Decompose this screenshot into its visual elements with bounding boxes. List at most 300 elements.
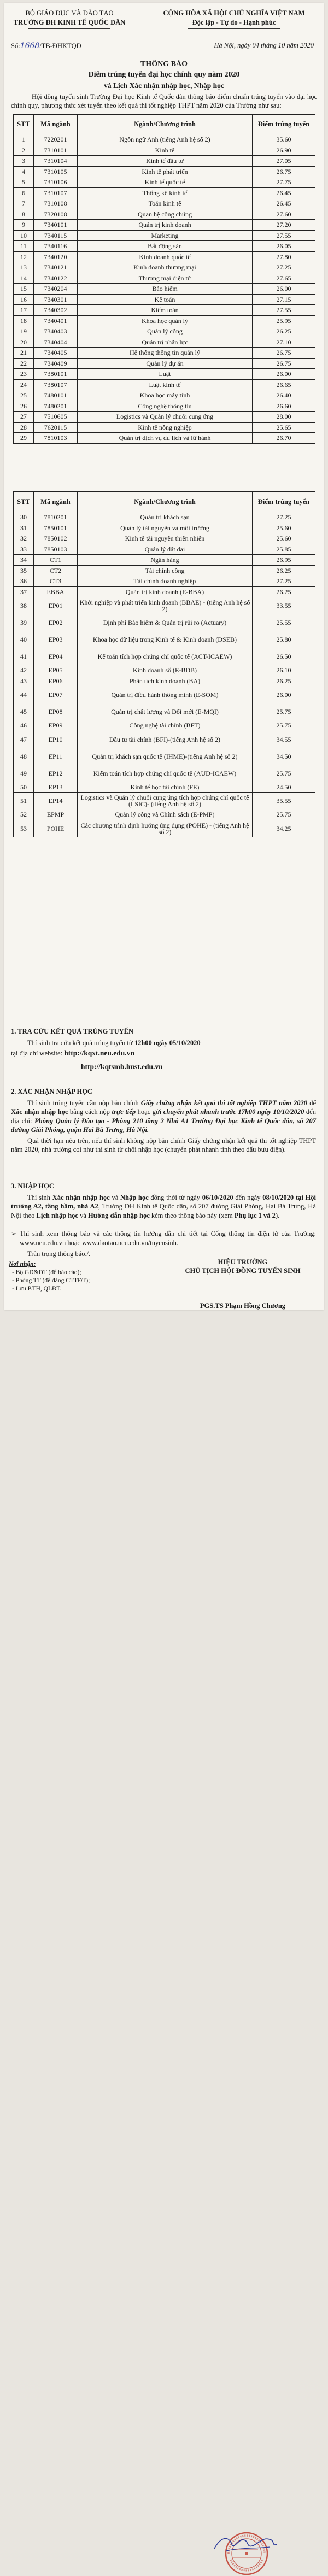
- table-row: [14, 358, 315, 369]
- handwritten-signature-icon: [210, 2532, 281, 2554]
- cell-code: 7810201: [34, 512, 78, 523]
- table-row: [14, 251, 315, 262]
- cell-program: Quản trị khách sạn: [78, 512, 253, 523]
- confirm-address: Phòng Quản lý Đào tạo - Phòng 210 tầng 2 Nhà A1 Trường Đại học Kinh tế Quốc dân, số 207 đường Giải Phóng, quận Hai Bà Trưng, Hà Nội.: [11, 1117, 317, 1134]
- header-program: Ngành/Chương trình: [78, 115, 253, 134]
- table-row: [14, 720, 315, 731]
- cell-score: 25.85: [253, 544, 315, 555]
- signature-block: [172, 1258, 314, 1275]
- cell-stt: 53: [14, 820, 34, 837]
- cell-score: 34.50: [253, 748, 315, 765]
- cell-stt: 26: [14, 401, 34, 412]
- cell-stt: 44: [14, 686, 34, 703]
- cell-code: 7340121: [34, 262, 78, 273]
- table-row: [14, 576, 315, 587]
- cell-code: EP11: [34, 748, 78, 765]
- cell-stt: 34: [14, 555, 34, 566]
- confirm-direct: trực tiếp: [112, 1108, 136, 1116]
- table-row: [14, 433, 315, 444]
- cell-score: 26.00: [253, 284, 315, 295]
- bullet-text: Thí sinh xem thông báo và các thông tin hướng dẫn chi tiết tại Cổng thông tin điện tử của Trường: www.neu.edu.vn hoặc www.daotao.neu.edu.vn/tuyensinh.: [20, 1230, 316, 1247]
- cell-code: EP07: [34, 686, 78, 703]
- cell-score: 26.10: [253, 665, 315, 676]
- cell-stt: 18: [14, 315, 34, 326]
- enroll-paragraph: [11, 1193, 316, 1220]
- cell-stt: 48: [14, 748, 34, 765]
- cell-program: Bất động sản: [78, 241, 253, 252]
- cell-program: Kinh tế đầu tư: [78, 156, 253, 167]
- cell-program: Quản trị nhân lực: [78, 337, 253, 348]
- cell-program: Kiểm toán: [78, 305, 253, 316]
- cell-score: 26.50: [253, 648, 315, 665]
- cell-program: Bảo hiểm: [78, 284, 253, 295]
- header-code: Mã ngành: [34, 492, 78, 512]
- cell-stt: 39: [14, 614, 34, 631]
- cell-code: EP05: [34, 665, 78, 676]
- table-row: [14, 748, 315, 765]
- cell-stt: 37: [14, 586, 34, 597]
- cell-code: 7340101: [34, 220, 78, 231]
- table-header-row: [14, 492, 315, 512]
- bullet-paragraph: [11, 1229, 316, 1247]
- cell-program: Quản trị chất lượng và Đổi mới (E-MQI): [78, 703, 253, 720]
- cell-code: 7340409: [34, 358, 78, 369]
- cell-code: EP09: [34, 720, 78, 731]
- enroll-text: và: [78, 1211, 89, 1219]
- enroll-appendix: Phụ lục 1 và 2: [234, 1211, 276, 1219]
- table-row: [14, 284, 315, 295]
- scores-table-1: [13, 114, 315, 444]
- table-row: [14, 230, 315, 241]
- cell-stt: 38: [14, 597, 34, 614]
- recipient-item: - Bộ GD&ĐT (để báo cáo);: [12, 1269, 81, 1276]
- cell-score: 27.10: [253, 337, 315, 348]
- cell-stt: 45: [14, 703, 34, 720]
- table-row: [14, 665, 315, 676]
- cell-score: 34.55: [253, 731, 315, 748]
- cell-score: 33.55: [253, 597, 315, 614]
- cell-program: Toán kinh tế: [78, 198, 253, 209]
- table-row: [14, 586, 315, 597]
- cell-code: POHE: [34, 820, 78, 837]
- cell-stt: 14: [14, 273, 34, 284]
- table-row: [14, 337, 315, 348]
- cell-program: Kinh doanh quốc tế: [78, 251, 253, 262]
- cell-stt: 29: [14, 433, 34, 444]
- confirm-text: Thí sinh trúng tuyển cần nộp: [27, 1099, 112, 1107]
- table-row: [14, 156, 315, 167]
- cell-stt: 13: [14, 262, 34, 273]
- cell-program: Kinh tế quốc tế: [78, 177, 253, 188]
- table-row: [14, 544, 315, 555]
- section-lookup: [11, 1027, 316, 1071]
- republic-name: CỘNG HÒA XÃ HỘI CHỦ NGHĨA VIỆT NAM: [163, 9, 305, 17]
- cell-code: 7310105: [34, 166, 78, 177]
- cell-stt: 28: [14, 422, 34, 433]
- cell-program: Kinh tế tài nguyên thiên nhiên: [78, 533, 253, 544]
- header-score: Điểm trúng tuyển: [253, 115, 315, 134]
- table-row: [14, 379, 315, 390]
- cell-score: 27.05: [253, 156, 315, 167]
- table-row: [14, 565, 315, 576]
- docno-suffix: /TB-ĐHKTQD: [39, 42, 81, 50]
- cell-program: Kinh doanh thương mại: [78, 262, 253, 273]
- link-kqxt[interactable]: http://kqxt.neu.edu.vn: [64, 1049, 134, 1057]
- cell-score: 27.20: [253, 220, 315, 231]
- table-row: [14, 326, 315, 337]
- cell-stt: 27: [14, 412, 34, 423]
- table-row: [14, 369, 315, 380]
- cell-code: EP04: [34, 648, 78, 665]
- enroll-text: kèm theo thông báo này (xem: [149, 1211, 235, 1219]
- cell-stt: 43: [14, 676, 34, 686]
- table-row: [14, 648, 315, 665]
- cell-stt: 16: [14, 294, 34, 305]
- cell-program: Khoa học quản lý: [78, 315, 253, 326]
- confirm-text: hoặc gửi: [136, 1108, 163, 1116]
- recipients-label: Nơi nhận:: [9, 1261, 36, 1268]
- table-row: [14, 390, 315, 401]
- cell-stt: 17: [14, 305, 34, 316]
- table-row: [14, 134, 315, 145]
- cell-program: Ngân hàng: [78, 555, 253, 566]
- recipient-item: - Lưu P.TH, QLĐT.: [12, 1286, 62, 1292]
- cell-score: 26.00: [253, 686, 315, 703]
- cell-code: 7850101: [34, 523, 78, 533]
- cell-stt: 10: [14, 230, 34, 241]
- cell-code: EP02: [34, 614, 78, 631]
- cell-program: Tài chính doanh nghiệp: [78, 576, 253, 587]
- cell-score: 26.25: [253, 326, 315, 337]
- cell-code: 7340116: [34, 241, 78, 252]
- table-row: [14, 555, 315, 566]
- table-row: [14, 597, 315, 614]
- recipient-item: - Phòng TT (để đăng CTTĐT);: [12, 1277, 90, 1284]
- cell-stt: 19: [14, 326, 34, 337]
- section-heading: 1. TRA CỨU KẾT QUẢ TRÚNG TUYỂN: [11, 1028, 133, 1035]
- enroll-text: đến ngày: [233, 1193, 263, 1201]
- enroll-confirm: Xác nhận nhập học: [52, 1193, 110, 1201]
- issue-date: Hà Nội, ngày 04 tháng 10 năm 2020: [214, 42, 314, 49]
- cell-code: 7310104: [34, 156, 78, 167]
- table-row: [14, 209, 315, 220]
- ministry-name: BỘ GIÁO DỤC VÀ ĐÀO TẠO: [25, 9, 114, 17]
- cell-score: 26.45: [253, 198, 315, 209]
- cell-program: Quản trị khách sạn quốc tế (IHME)-(tiếng Anh hệ số 2): [78, 748, 253, 765]
- cell-score: 25.60: [253, 523, 315, 533]
- cell-score: 26.45: [253, 187, 315, 198]
- confirm-text: đến địa chỉ:: [11, 1108, 316, 1125]
- scores-table-2: [13, 491, 315, 837]
- confirm-original: bản chính: [111, 1099, 139, 1107]
- cell-score: 27.25: [253, 262, 315, 273]
- cell-stt: 4: [14, 166, 34, 177]
- cell-program: Quản lý đất đai: [78, 544, 253, 555]
- cell-stt: 31: [14, 523, 34, 533]
- issuer-block: [7, 9, 132, 29]
- cell-stt: 7: [14, 198, 34, 209]
- cell-code: 7380107: [34, 379, 78, 390]
- confirm-text: để: [307, 1099, 316, 1107]
- cell-score: 26.95: [253, 555, 315, 566]
- cell-program: Marketing: [78, 230, 253, 241]
- cell-stt: 3: [14, 156, 34, 167]
- link-kqtsmb[interactable]: http://kqtsmb.hust.edu.vn: [81, 1062, 163, 1071]
- table-row: [14, 241, 315, 252]
- header-stt: STT: [14, 115, 34, 134]
- cell-stt: 24: [14, 379, 34, 390]
- notice-title: THÔNG BÁO: [140, 60, 188, 68]
- cell-program: Thương mại điện tử: [78, 273, 253, 284]
- university-name: TRƯỜNG ĐH KINH TẾ QUỐC DÂN: [7, 18, 132, 29]
- cell-program: Luật kinh tế: [78, 379, 253, 390]
- cell-code: 7340115: [34, 230, 78, 241]
- lookup-text-a: Thí sinh tra cứu kết quả trúng tuyển từ: [27, 1038, 134, 1047]
- table-row: [14, 177, 315, 188]
- cell-program: Quản lý tài nguyên và môi trường: [78, 523, 253, 533]
- cell-program: Quản lý công và Chính sách (E-PMP): [78, 809, 253, 820]
- cell-score: 26.25: [253, 586, 315, 597]
- cell-stt: 6: [14, 187, 34, 198]
- table-row: [14, 703, 315, 720]
- table-row: [14, 765, 315, 782]
- enroll-end-venue: 08/10/2020 tại Hội trường A2, tầng hầm, nhà A2: [11, 1193, 316, 1210]
- signer-title: HIỆU TRƯỞNG: [218, 1258, 268, 1266]
- enroll-text: và: [109, 1193, 120, 1201]
- cell-score: 26.70: [253, 433, 315, 444]
- cell-program: Quản trị dịch vụ du lịch và lữ hành: [78, 433, 253, 444]
- cell-score: 25.65: [253, 422, 315, 433]
- lookup-website: [11, 1049, 316, 1058]
- table-row: [14, 145, 315, 156]
- cell-stt: 47: [14, 731, 34, 748]
- cell-program: Hệ thống thông tin quản lý: [78, 348, 253, 359]
- table-row: [14, 631, 315, 648]
- table-row: [14, 198, 315, 209]
- section-confirm: [11, 1087, 316, 1154]
- cell-stt: 50: [14, 782, 34, 793]
- bullet-arrow-icon: ➢: [11, 1230, 17, 1237]
- enroll-text: , Trường ĐH Kinh tế Quốc dân, số 207 đường Giải Phóng, Hai Bà Trưng, Hà Nội theo: [11, 1202, 316, 1219]
- national-motto: Độc lập - Tự do - Hạnh phúc: [147, 18, 321, 29]
- cell-score: 27.55: [253, 230, 315, 241]
- header-stt: STT: [14, 492, 34, 512]
- enroll-start-date: 06/10/2020: [202, 1193, 233, 1201]
- docno-handwritten: 1668: [20, 42, 40, 50]
- table-row: [14, 686, 315, 703]
- table-row: [14, 220, 315, 231]
- cell-code: CT2: [34, 565, 78, 576]
- cell-score: 27.65: [253, 273, 315, 284]
- cell-score: 25.75: [253, 765, 315, 782]
- cell-program: Luật: [78, 369, 253, 380]
- cell-score: 27.25: [253, 576, 315, 587]
- cell-score: 24.50: [253, 782, 315, 793]
- header-score: Điểm trúng tuyển: [253, 492, 315, 512]
- table-row: [14, 187, 315, 198]
- document-page: [4, 3, 324, 1310]
- cell-code: 7380101: [34, 369, 78, 380]
- cell-code: 7480201: [34, 401, 78, 412]
- confirm-text: bằng cách nộp: [68, 1108, 112, 1116]
- cell-stt: 8: [14, 209, 34, 220]
- cell-score: 26.65: [253, 379, 315, 390]
- cell-program: Logistics và Quản lý chuỗi cung ứng: [78, 412, 253, 423]
- cell-stt: 51: [14, 793, 34, 809]
- cell-stt: 25: [14, 390, 34, 401]
- enroll-schedule: Lịch nhập học: [36, 1211, 78, 1219]
- cell-code: EBBA: [34, 586, 78, 597]
- cell-score: 28.00: [253, 412, 315, 423]
- cell-program: Kinh tế học tài chính (FE): [78, 782, 253, 793]
- table-row: [14, 512, 315, 523]
- confirm-deadline: chuyển phát nhanh trước 17h00 ngày 10/10/2020: [163, 1108, 304, 1116]
- table-row: [14, 731, 315, 748]
- cell-program: Các chương trình định hướng ứng dụng (POHE) - (tiếng Anh hệ số 2): [78, 820, 253, 837]
- cell-code: 7850102: [34, 533, 78, 544]
- cell-score: 34.25: [253, 820, 315, 837]
- header-program: Ngành/Chương trình: [78, 492, 253, 512]
- cell-score: 25.75: [253, 809, 315, 820]
- cell-score: 26.75: [253, 358, 315, 369]
- cell-stt: 46: [14, 720, 34, 731]
- recipients-block: [9, 1260, 90, 1293]
- cell-code: EP13: [34, 782, 78, 793]
- table-row: [14, 533, 315, 544]
- cell-stt: 21: [14, 348, 34, 359]
- cell-score: 26.75: [253, 348, 315, 359]
- table-row: [14, 315, 315, 326]
- cell-code: CT3: [34, 576, 78, 587]
- cell-code: 7320108: [34, 209, 78, 220]
- intro-paragraph: Hội đồng tuyển sinh Trường Đại học Kinh tế Quốc dân thông báo điểm chuẩn trúng tuyển vào đại học chính quy, phương thức xét tuyển theo kết quả thi tốt nghiệp THPT năm 2020 của Trường như sau:: [11, 93, 317, 109]
- cell-program: Kinh tế: [78, 145, 253, 156]
- cell-code: 7850103: [34, 544, 78, 555]
- cell-score: 27.15: [253, 294, 315, 305]
- confirm-paragraph-1: [11, 1099, 316, 1135]
- table-row: [14, 676, 315, 686]
- cell-code: 7310108: [34, 198, 78, 209]
- cell-stt: 30: [14, 512, 34, 523]
- cell-stt: 40: [14, 631, 34, 648]
- cell-score: 27.25: [253, 512, 315, 523]
- cell-code: 7480101: [34, 390, 78, 401]
- info-bullet: [11, 1229, 316, 1259]
- cell-score: 27.60: [253, 209, 315, 220]
- table-row: [14, 820, 315, 837]
- cell-stt: 41: [14, 648, 34, 665]
- document-header: [4, 9, 324, 37]
- cell-score: 26.25: [253, 676, 315, 686]
- cell-stt: 42: [14, 665, 34, 676]
- lookup-website-2: [11, 1063, 316, 1072]
- cell-code: 7340204: [34, 284, 78, 295]
- cell-score: 26.90: [253, 145, 315, 156]
- document-number: [11, 42, 81, 50]
- cell-stt: 5: [14, 177, 34, 188]
- table-header-row: [14, 115, 315, 134]
- cell-stt: 9: [14, 220, 34, 231]
- cell-score: 25.95: [253, 315, 315, 326]
- table-row: [14, 793, 315, 809]
- cell-score: 25.55: [253, 614, 315, 631]
- cell-score: 26.00: [253, 369, 315, 380]
- cell-code: EP03: [34, 631, 78, 648]
- cell-code: EP08: [34, 703, 78, 720]
- table-row: [14, 422, 315, 433]
- cell-code: 7340301: [34, 294, 78, 305]
- enroll-admission: Nhập học: [120, 1193, 149, 1201]
- cell-score: 27.80: [253, 251, 315, 262]
- lookup-time: 12h00 ngày 05/10/2020: [134, 1038, 201, 1047]
- cell-program: Quản lý công: [78, 326, 253, 337]
- cell-code: EP12: [34, 765, 78, 782]
- cell-code: 7220201: [34, 134, 78, 145]
- cell-stt: 52: [14, 809, 34, 820]
- cell-stt: 2: [14, 145, 34, 156]
- closing-line: Trân trọng thông báo./.: [27, 1250, 91, 1258]
- signer-title-2: CHỦ TỊCH HỘI ĐỒNG TUYỂN SINH: [185, 1267, 301, 1275]
- table-row: [14, 294, 315, 305]
- cell-code: EP01: [34, 597, 78, 614]
- signer-name: PGS.TS Phạm Hồng Chương: [200, 1302, 286, 1310]
- cell-code: EP10: [34, 731, 78, 748]
- section-heading: 2. XÁC NHẬN NHẬP HỌC: [11, 1088, 92, 1095]
- cell-code: 7310101: [34, 145, 78, 156]
- section-heading: 3. NHẬP HỌC: [11, 1182, 54, 1190]
- cell-code: EP06: [34, 676, 78, 686]
- cell-score: 35.60: [253, 134, 315, 145]
- table-row: [14, 809, 315, 820]
- cell-program: Quan hệ công chúng: [78, 209, 253, 220]
- header-code: Mã ngành: [34, 115, 78, 134]
- docno-prefix: Số:: [11, 42, 20, 50]
- cell-code: 7340401: [34, 315, 78, 326]
- cell-code: 7340302: [34, 305, 78, 316]
- cell-program: Thống kê kinh tế: [78, 187, 253, 198]
- enroll-text: ).: [275, 1211, 280, 1219]
- table-row: [14, 782, 315, 793]
- cell-stt: 22: [14, 358, 34, 369]
- cell-score: 25.75: [253, 703, 315, 720]
- table-row: [14, 348, 315, 359]
- cell-code: 7310107: [34, 187, 78, 198]
- cell-program: Định phí Bảo hiểm & Quản trị rủi ro (Actuary): [78, 614, 253, 631]
- cell-stt: 33: [14, 544, 34, 555]
- cell-program: Khởi nghiệp và phát triển kinh doanh (BBAE) - (tiếng Anh hệ số 2): [78, 597, 253, 614]
- table-row: [14, 305, 315, 316]
- cell-program: Đầu tư tài chính (BFI)-(tiếng Anh hệ số 2): [78, 731, 253, 748]
- table-row: [14, 273, 315, 284]
- cell-program: Phân tích kinh doanh (BA): [78, 676, 253, 686]
- cell-program: Kiểm toán tích hợp chứng chỉ quốc tế (AUD-ICAEW): [78, 765, 253, 782]
- cell-code: 7340404: [34, 337, 78, 348]
- cell-score: 26.05: [253, 241, 315, 252]
- cell-program: Kế toán: [78, 294, 253, 305]
- cell-stt: 20: [14, 337, 34, 348]
- cell-code: EP14: [34, 793, 78, 809]
- cell-stt: 1: [14, 134, 34, 145]
- cell-program: Logistics và Quản lý chuỗi cung ứng tích hợp chứng chỉ quốc tế (LSIC)- (tiếng Anh hệ số 2): [78, 793, 253, 809]
- notice-subtitle-2: và Lịch Xác nhận nhập học, Nhập học: [104, 81, 224, 90]
- cell-code: 7340405: [34, 348, 78, 359]
- cell-program: Khoa học dữ liệu trong Kinh tế & Kinh doanh (DSEB): [78, 631, 253, 648]
- cell-score: 26.40: [253, 390, 315, 401]
- cell-program: Kinh doanh số (E-BDB): [78, 665, 253, 676]
- cell-score: 26.75: [253, 166, 315, 177]
- table-row: [14, 401, 315, 412]
- cell-program: Công nghệ thông tin: [78, 401, 253, 412]
